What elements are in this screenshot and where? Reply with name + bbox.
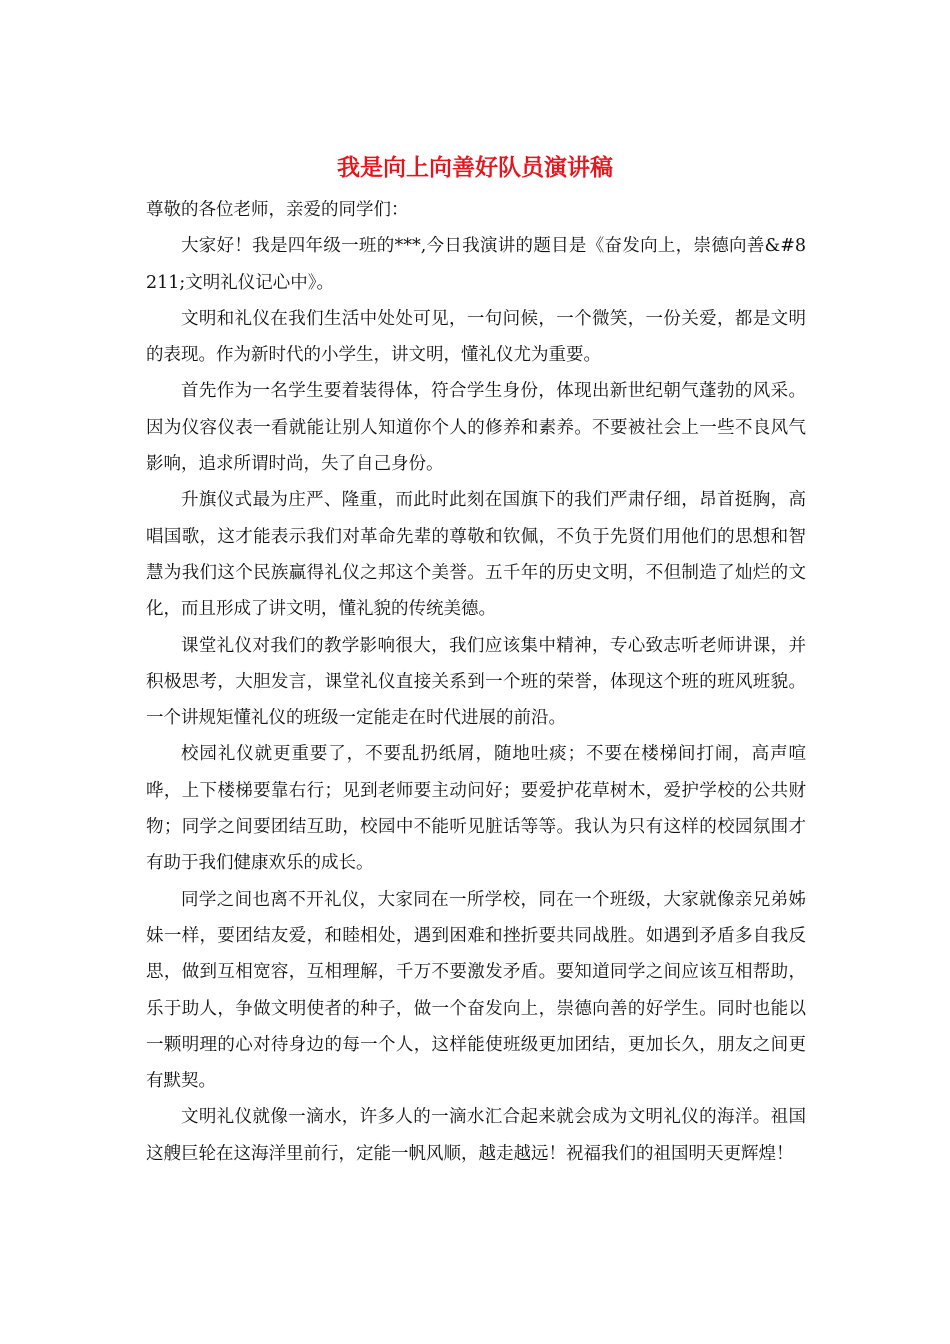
document-body [146,192,806,1172]
salutation: 尊敬的各位老师，亲爱的同学们： [146,200,409,220]
paragraph-6: 校园礼仪就更重要了，不要乱扔纸屑，随地吐痰；不要在楼梯间打闹，高声喧哗，上下楼梯要靠右行；见到老师要主动问好；要爱护花草树木，爱护学校的公共财物；同学之间要团结互助，校园中不能听见脏话等等。我认为只有这样的校园氛围才有助于我们健康欢乐的成长。 [146,744,806,874]
paragraph-8: 文明礼仪就像一滴水，许多人的一滴水汇合起来就会成为文明礼仪的海洋。祖国这艘巨轮在这海洋里前行，定能一帆风顺，越走越远！祝福我们的祖国明天更辉煌！ [146,1107,806,1164]
paragraph-4: 升旗仪式最为庄严、隆重，而此时此刻在国旗下的我们严肃仔细，昂首挺胸，高唱国歌，这才能表示我们对革命先辈的尊敬和钦佩，不负于先贤们用他们的思想和智慧为我们这个民族赢得礼仪之邦这个美誉。五千年的历史文明，不但制造了灿烂的文化，而且形成了讲文明，懂礼貌的传统美德。 [146,490,806,620]
paragraph-3: 首先作为一名学生要着装得体，符合学生身份，体现出新世纪朝气蓬勃的风采。因为仪容仪表一看就能让别人知道你个人的修养和素养。不要被社会上一些不良风气影响，追求所谓时尚，失了自己身份。 [146,381,806,475]
document-title: 我是向上向善好队员演讲稿 [337,154,613,181]
paragraph-2: 文明和礼仪在我们生活中处处可见，一句问候，一个微笑，一份关爱，都是文明的表现。作为新时代的小学生，讲文明，懂礼仪尤为重要。 [146,308,806,366]
paragraph-1: 大家好！我是四年级一班的***,今日我演讲的题目是《奋发向上，崇德向善&#8211;文明礼仪记心中》。 [146,236,806,293]
paragraph-7: 同学之间也离不开礼仪，大家同在一所学校，同在一个班级，大家就像亲兄弟姊妹一样，要团结友爱，和睦相处，遇到困难和挫折要共同战胜。如遇到矛盾多自我反思，做到互相宽容，互相理解，千万不要激发矛盾。要知道同学之间应该互相帮助，乐于助人，争做文明使者的种子，做一个奋发向上，崇德向善的好学生。同时也能以一颗明理的心对待身边的每一个人，这样能使班级更加团结，更加长久，朋友之间更有默契。 [146,889,806,1092]
paragraph-5: 课堂礼仪对我们的教学影响很大，我们应该集中精神，专心致志听老师讲课，并积极思考，大胆发言，课堂礼仪直接关系到一个班的荣誉，体现这个班的班风班貌。一个讲规矩懂礼仪的班级一定能走在时代进展的前沿。 [146,635,806,729]
